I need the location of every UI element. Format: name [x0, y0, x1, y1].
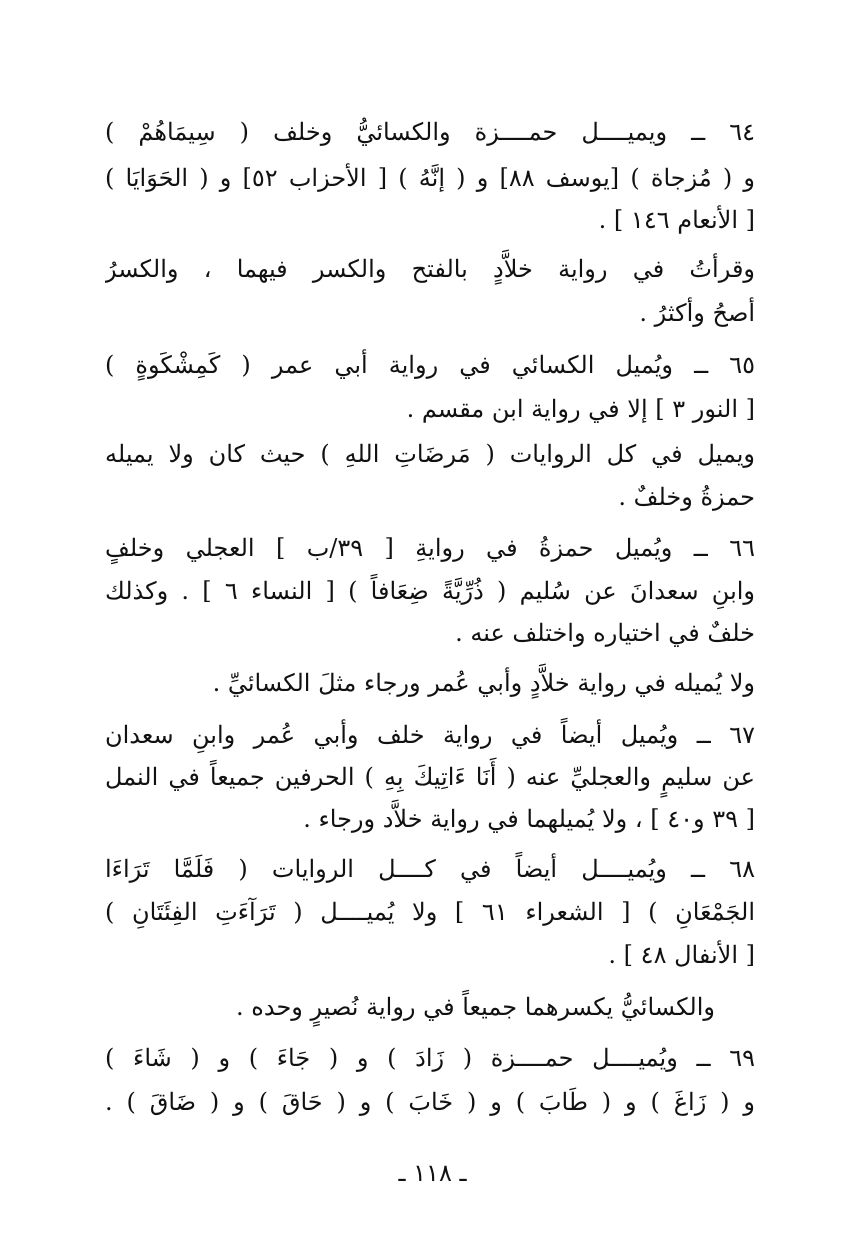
text-line-p64b-1: وقرأتُ في رواية خلاَّدٍ بالفتح والكسر فيهما ، والكسرُ: [105, 255, 755, 283]
text-line-p68-1: ٦٨ ــ ويُميــــل أيضاً في كــــل الروايات ( فَلَمَّا تَرَاءَا: [105, 855, 755, 883]
text-line-p66-2: وابنِ سعدانَ عن سُليم ( ذُرِّيَّةً ضِعَافاً ) [ النساء ٦ ] . وكذلك: [105, 577, 755, 605]
text-line-p67-3: [ ٣٩ و٤٠ ] ، ولا يُميلهما في رواية خلاَّد ورجاء .: [303, 805, 755, 833]
text-line-p64-1: ٦٤ ــ ويميــــل حمــــزة والكسائيُّ وخلف ( سِيمَاهُمْ ): [105, 118, 755, 146]
text-line-p66-1: ٦٦ ــ ويُميل حمزةُ في روايةِ [ ٣٩/ب ] العجلي وخلفٍ: [105, 534, 755, 562]
text-line-p64-2: و ( مُزجاة ) [يوسف ٨٨] و ( إنَّهُ ) [ الأحزاب ٥٢] و ( الحَوَايَا ): [105, 164, 755, 192]
text-line-p65b-2: حمزةُ وخلفٌ .: [618, 483, 755, 511]
text-line-p65b-1: ويميل في كل الروايات ( مَرضَاتِ اللهِ ) حيث كان ولا يميله: [105, 440, 755, 468]
text-line-p69-1: ٦٩ ــ ويُميــــل حمــــزة ( زَادَ ) و ( جَاءَ ) و ( شَاءَ ): [105, 1044, 755, 1072]
text-line-p66-3: خلفٌ في اختياره واختلف عنه .: [455, 619, 755, 647]
text-line-p65-1: ٦٥ ــ ويُميل الكسائي في رواية أبي عمر ( كَمِشْكَوةٍ ): [105, 351, 755, 379]
text-line-p68-3: [ الأنفال ٤٨ ] .: [608, 941, 755, 969]
text-line-p68-2: الجَمْعَانِ ) [ الشعراء ٦١ ] ولا يُميــــل ( تَرَآءَتِ الفِئَتَانِ ): [105, 898, 755, 926]
text-line-p64-3: [ الأنعام ١٤٦ ] .: [598, 206, 755, 234]
text-line-p68b-1: والكسائيُّ يكسرهما جميعاً في رواية نُصيرٍ وحده .: [236, 993, 715, 1021]
text-line-p65-2: [ النور ٣ ] إلا في رواية ابن مقسم .: [406, 395, 755, 423]
text-line-p67-1: ٦٧ ــ ويُميل أيضاً في رواية خلف وأبي عُمر وابنِ سعدان: [105, 721, 755, 749]
text-line-p69-2: و ( زَاغَ ) و ( طَابَ ) و ( خَابَ ) و ( حَاقَ ) و ( ضَاقَ ) .: [105, 1088, 755, 1116]
text-line-p66b-1: ولا يُميله في رواية خلاَّدٍ وأبي عُمر ورجاء مثلَ الكسائيِّ .: [212, 669, 755, 697]
page-number: ـ ١١٨ ـ: [398, 1159, 467, 1187]
text-line-p64b-2: أصحُ وأكثرُ .: [639, 299, 755, 327]
text-line-p67-2: عن سليمٍ والعجليِّ عنه ( أَنَا ءَاتِيكَ بِهِ ) الحرفين جميعاً في النمل: [105, 763, 755, 791]
